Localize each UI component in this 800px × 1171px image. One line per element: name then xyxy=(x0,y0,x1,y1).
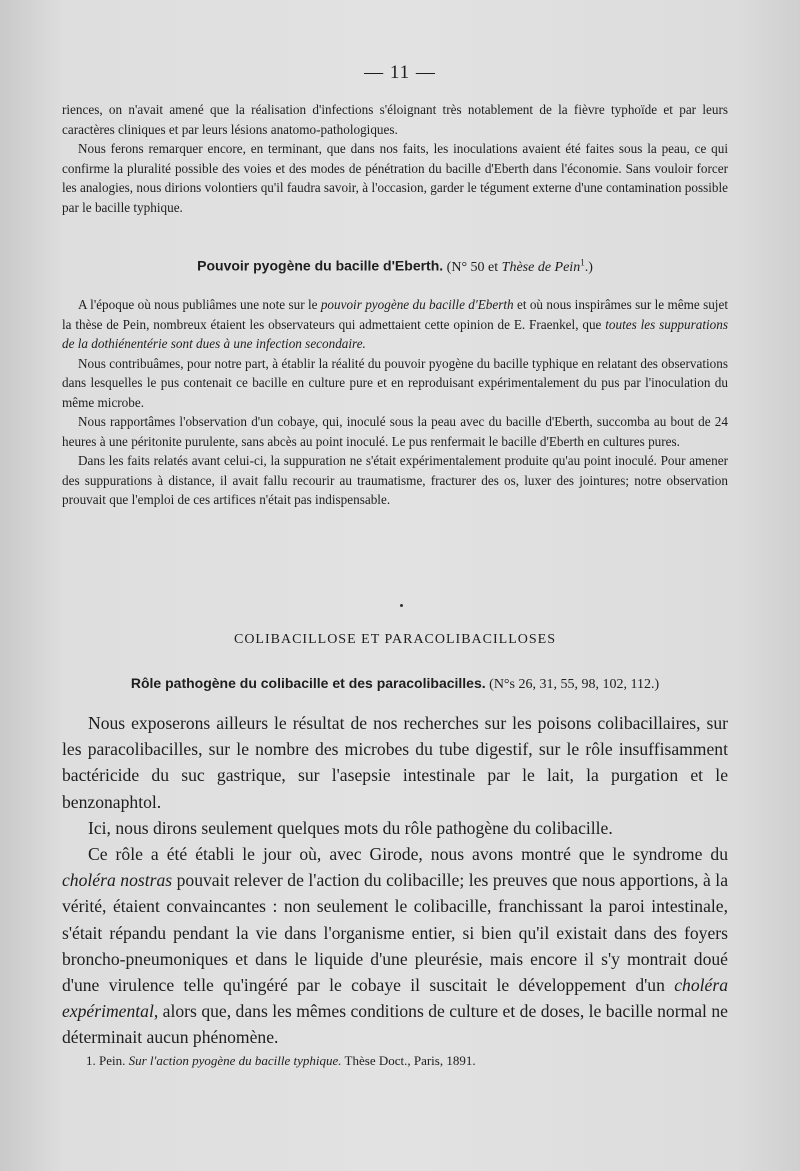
section-title: Pouvoir pyogène du bacille d'Eberth. xyxy=(197,257,444,274)
paragraph: Nous ferons remarquer encore, en terminant, que dans nos faits, les inoculations avaient été faites sous la peau, ce qui confirme la pluralité possible des voies et des modes de pénétration du bacille d'Eberth dans l'économie. Sans vouloir forcer les analogies, nous dirions volontiers qu'il faudra savoir, à l'occasion, garder le tégument externe d'une contamination possible par le bacille typhique. xyxy=(62,141,728,215)
section-reference: (N° 50 et Thèse de Pein$^1$.) xyxy=(446,257,593,275)
section2-text xyxy=(62,710,728,1051)
paragraph: Dans les faits relatés avant celui-ci, la suppuration ne s'était expérimentalement produite qu'au point inoculé. Pour amener des suppurations à distance, il avait fallu recourir au traumatisme, fracturer des os, luxer des jointures; notre observation prouvait que l'emploi de ces artifices n'était pas indispensable. xyxy=(62,453,728,507)
intro-text xyxy=(62,100,728,217)
section-title: Rôle pathogène du colibacille et des paracolibacilles. xyxy=(130,675,486,691)
paragraph: Ce rôle a été établi le jour où, avec Girode, nous avons montré que le syndrome du choléra nostras pouvait relever de l'action du colibacille; les preuves que nous apportions, à la vérité, étaient convaincantes : non seulement le colibacille, franchissant la paroi intestinale, s'était répandu pendant la vie dans l'organisme entier, si bien qu'il existait dans des foyers broncho-pneumoniques et dans le liquide d'une pleurésie, mais encore il s'y montrait doué d'une virulence telle qu'ingéré par le cobaye il suscitait le développement d'un choléra expérimental, alors que, dans les mêmes conditions de culture et de doses, le bacille normal ne déterminait aucun phénomène. xyxy=(62,844,728,1048)
paragraph: Ici, nous dirons seulement quelques mots du rôle pathogène du colibacille. xyxy=(88,817,613,838)
separator-dot xyxy=(400,604,403,607)
chapter-heading: COLIBACILLOSE ET PARACOLIBACILLOSES xyxy=(233,632,557,647)
footnote: 1. Pein. Sur l'action pyogène du bacille typhique. Thèse Doct., Paris, 1891. xyxy=(86,1053,476,1068)
page-number: — 11 — xyxy=(364,62,436,83)
section-heading-pyogene xyxy=(62,257,728,276)
section-heading-colibacille xyxy=(62,675,728,693)
paragraph: Nous exposerons ailleurs le résultat de nos recherches sur les poisons colibacillaires, sur les paracolibacilles, sur le nombre des microbes du tube digestif, sur le rôle insuffisamment bactéricide du suc gastrique, sur l'asepsie intestinale par le lait, la purgation et le benzonaphtol. xyxy=(62,713,728,812)
paragraph: A l'époque où nous publiâmes une note sur le pouvoir pyogène du bacille d'Eberth et où nous inspirâmes sur le même sujet la thèse de Pein, nombreux étaient les observateurs qui admettaient cette opinion de E. Fraenkel, que toutes les suppurations de la dothiénentérie sont dues à une infection secondaire. xyxy=(62,297,728,351)
section1-text xyxy=(62,295,728,510)
paragraph: riences, on n'avait amené que la réalisation d'infections s'éloignant très notablement de la fièvre typhoïde et par leurs caractères cliniques et par leurs lésions anatomo-pathologiques. xyxy=(62,102,728,137)
paragraph: Nous rapportâmes l'observation d'un cobaye, qui, inoculé sous la peau avec du bacille d'Eberth, succomba au bout de 24 heures à une péritonite purulente, sans abcès au point inoculé. Le pus renfermait le bacille d'Eberth en cultures pures. xyxy=(62,414,728,449)
paragraph: Nous contribuâmes, pour notre part, à établir la réalité du pouvoir pyogène du bacille typhique en relatant des observations dans lesquelles le pus contenait ce bacille en culture pure et en reproduisant expérimentalement du pus par l'inoculation du même microbe. xyxy=(62,355,728,410)
section-reference: (N°s 26, 31, 55, 98, 102, 112.) xyxy=(489,677,660,692)
